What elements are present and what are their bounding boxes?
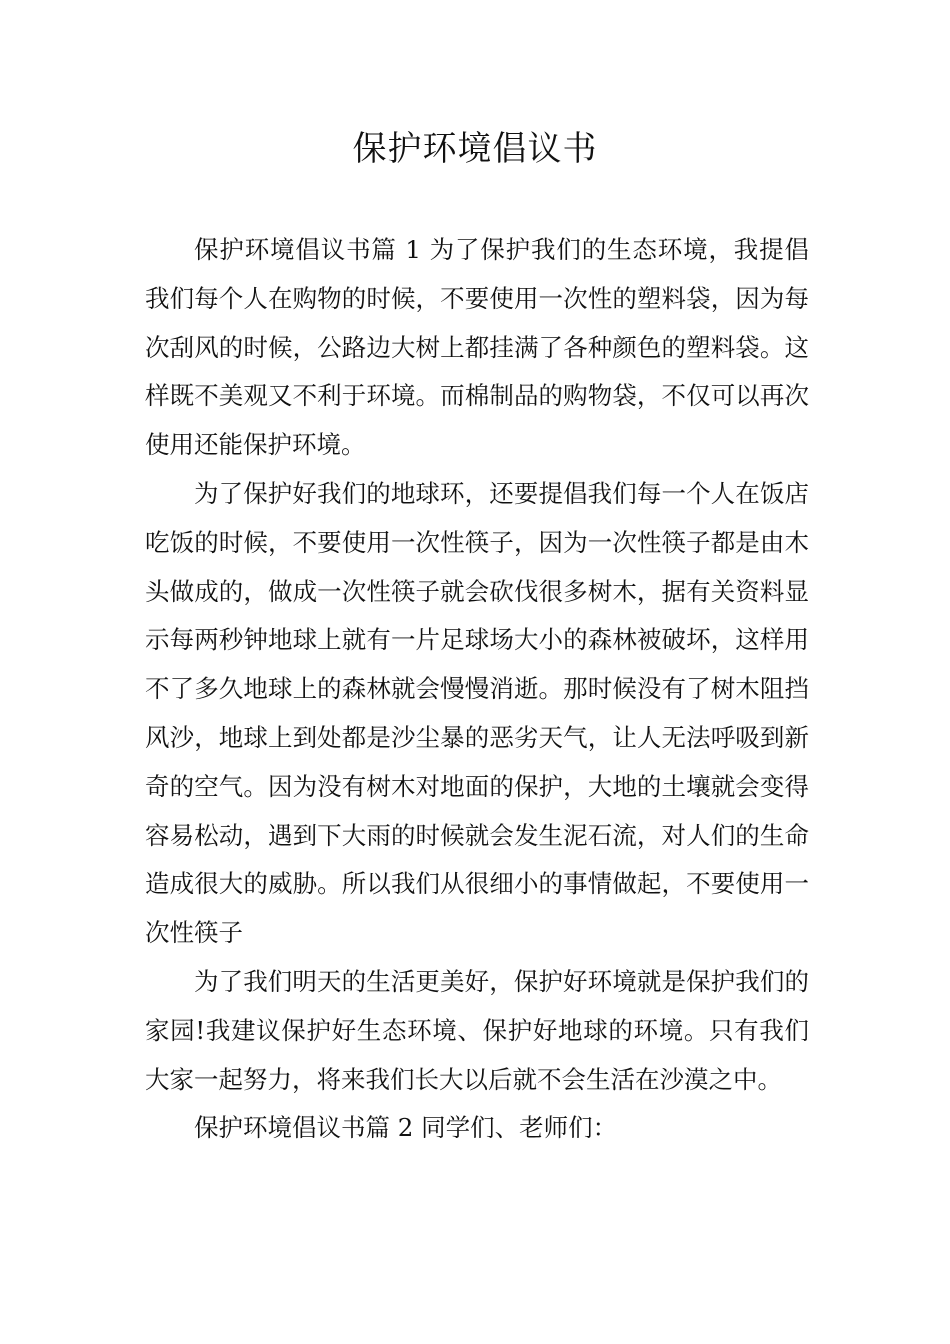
document-body	[145, 226, 809, 1153]
paragraph-1: 保护环境倡议书篇 1 为了保护我们的生态环境，我提倡我们每个人在购物的时候，不要使用一次性的塑料袋，因为每次刮风的时候，公路边大树上都挂满了各种颜色的塑料袋。这样既不美观又不利于环境。而棉制品的购物袋，不仅可以再次使用还能保护环境。	[145, 235, 809, 460]
paragraph-4: 保护环境倡议书篇 2 同学们、老师们：	[194, 1113, 618, 1143]
document-title: 保护环境倡议书	[352, 129, 598, 169]
paragraph-2: 为了保护好我们的地球环，还要提倡我们每一个人在饭店吃饭的时候，不要使用一次性筷子，因为一次性筷子都是由木头做成的，做成一次性筷子就会砍伐很多树木，据有关资料显示每两秒钟地球上就有一片足球场大小的森林被破坏，这样用不了多久地球上的森林就会慢慢消逝。那时候没有了树木阻挡风沙，地球上到处都是沙尘暴的恶劣天气，让人无法呼吸到新奇的空气。因为没有树木对地面的保护，大地的土壤就会变得容易松动，遇到下大雨的时候就会发生泥石流，对人们的生命造成很大的威胁。所以我们从很细小的事情做起，不要使用一次性筷子	[145, 478, 809, 948]
paragraph-3: 为了我们明天的生活更美好，保护好环境就是保护我们的家园!我建议保护好生态环境、保护好地球的环境。只有我们大家一起努力，将来我们长大以后就不会生活在沙漠之中。	[145, 966, 809, 1094]
